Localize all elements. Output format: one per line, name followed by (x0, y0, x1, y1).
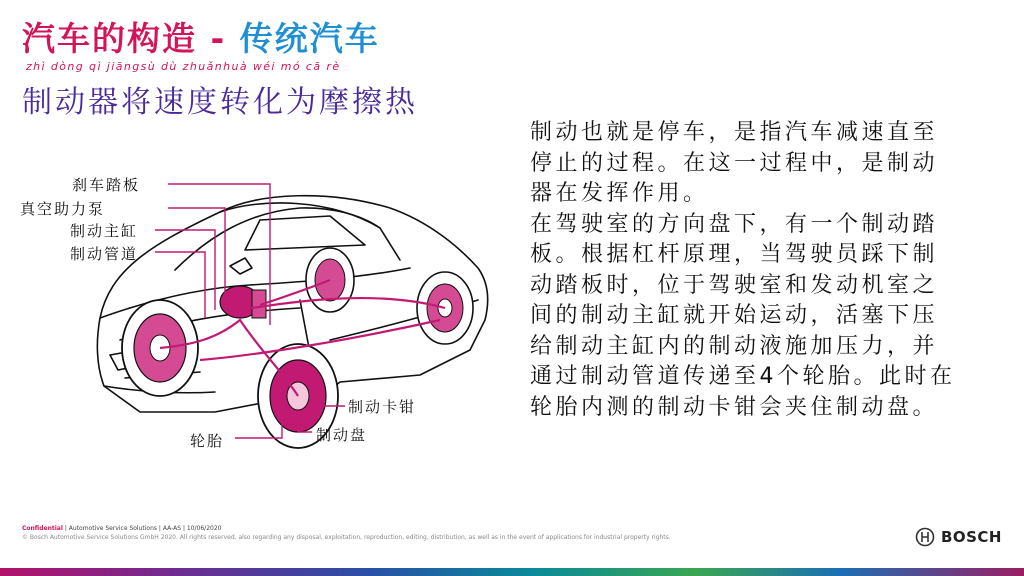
pinyin-line: zhì dòng qì jiāngsù dù zhuǎnhuà wéi mó cā rè (26, 60, 341, 73)
body-paragraph-1: 制动也就是停车，是指汽车减速直至停止的过程。在这一过程中，是制动器在发挥作用。 (530, 120, 939, 206)
label-brake-line: 制动管道 (70, 245, 139, 263)
body-paragraph-2: 在驾驶室的方向盘下，有一个制动踏板。根据杠杆原理，当驾驶员踩下制动踏板时，位于驾驶室和发动机室之间的制动主缸就开始运动，活塞下压给制动主缸内的制动液施加压力，并通过制动管道传递至4个轮胎。此时在轮胎内测的制动卡钳会夹住制动盘。 (530, 211, 956, 420)
footer-confidential: Confidential (22, 525, 63, 532)
title-part-1: 汽车的构造 - (22, 19, 240, 58)
label-tire: 轮胎 (190, 432, 225, 450)
footer-copyright: © Bosch Automotive Service Solutions GmbH 2020. All rights reserved, also regarding any disposal, exploitation, reproduction, editing, distribution, as well as in the event of applications for industrial property rights. (22, 534, 671, 541)
leader-vacuum (168, 208, 225, 300)
car-window-line (245, 216, 365, 250)
car-roofline (220, 203, 400, 260)
label-caliper: 制动卡钳 (348, 398, 417, 416)
bosch-brand (915, 527, 1002, 547)
label-master-cylinder: 制动主缸 (70, 222, 139, 240)
bosch-logo-icon (915, 527, 935, 547)
title-block (22, 20, 418, 121)
slide-subtitle: 制动器将速度转化为摩擦热 (22, 85, 418, 120)
label-disc: 制动盘 (316, 426, 368, 444)
footer (22, 524, 671, 542)
vacuum-booster-unit (220, 286, 266, 318)
title-part-2: 传统汽车 (239, 19, 380, 58)
label-brake-pedal: 刹车踏板 (72, 176, 141, 194)
footer-info: | Automotive Service Solutions | AA-AS | 10/06/2020 (62, 525, 222, 532)
color-stripe (0, 568, 1024, 576)
body-text (530, 118, 960, 423)
car-brake-diagram (0, 150, 520, 470)
car-mirror (230, 258, 252, 274)
label-vacuum-booster: 真空助力泵 (20, 200, 106, 218)
brand-name: BOSCH (940, 528, 1002, 546)
slide-title (22, 20, 418, 58)
